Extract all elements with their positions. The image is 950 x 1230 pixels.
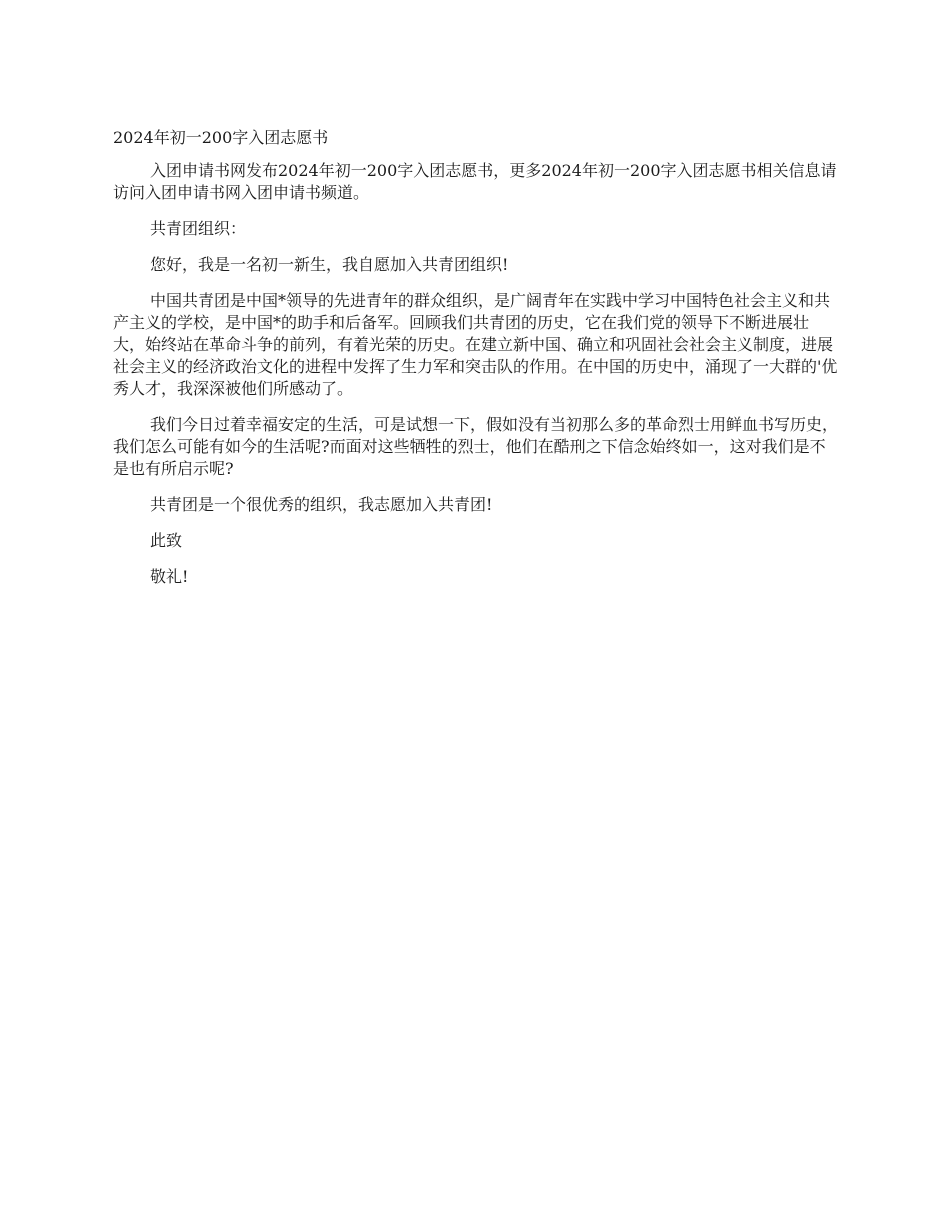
greeting-paragraph: 您好，我是一名初一新生，我自愿加入共青团组织!	[150, 255, 509, 274]
closing-line-2: 敬礼!	[150, 567, 189, 586]
salutation-paragraph: 共青团组织：	[150, 219, 247, 238]
body-paragraph-1: 中国共青团是中国*领导的先进青年的群众组织，是广阔青年在实践中学习中国特色社会主义和共产主义的学校，是中国*的助手和后备军。回顾我们共青团的历史，它在我们党的领导下不断进展壮大，始终站在革命斗争的前列，有着光荣的历史。在建立新中国、确立和巩固社会社会主义制度，进展社会主义的经济政治文化的进程中发挥了生力军和突击队的作用。在中国的历史中，涌现了一大群的'优秀人才，我深深被他们所感动了。	[113, 291, 838, 398]
document-title: 2024年初一200字入团志愿书	[113, 128, 329, 147]
body-paragraph-2: 我们今日过着幸福安定的生活，可是试想一下，假如没有当初那么多的革命烈士用鲜血书写历史，我们怎么可能有如今的生活呢?而面对这些牺牲的烈士，他们在酷刑之下信念始终如一，这对我们是不是也有所启示呢?	[113, 415, 839, 478]
document-content	[113, 127, 840, 602]
intro-paragraph: 入团申请书网发布2024年初一200字入团志愿书，更多2024年初一200字入团志愿书相关信息请访问入团申请书网入团申请书频道。	[113, 161, 837, 202]
closing-line-1: 此致	[150, 531, 183, 550]
body-paragraph-3: 共青团是一个很优秀的组织，我志愿加入共青团!	[150, 495, 493, 514]
